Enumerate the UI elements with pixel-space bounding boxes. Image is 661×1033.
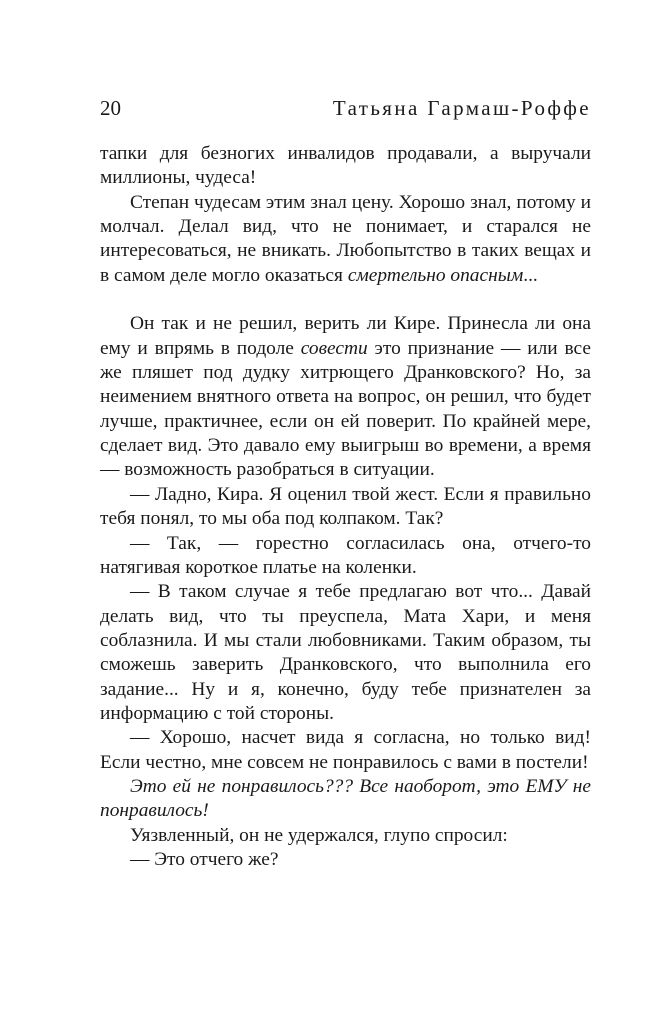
paragraph (100, 726, 591, 775)
text-segment: Степан чудесам этим знал цену. Хорошо знал, потому и молчал. Делал вид, что не понимает, и старался не интересоваться, не вникать. Любопытство в таких вещах и в самом деле могло оказаться (100, 191, 591, 286)
paragraph (100, 775, 591, 824)
italic-text: смертельно опасным (347, 264, 524, 286)
book-page (100, 96, 591, 872)
body-text (100, 142, 591, 872)
text-segment: Он так и не решил, верить ли Кире. Принесла ли она ему и впрямь в подоле (100, 313, 591, 359)
text-segment: — Ладно, Кира. Я оценил твой жест. Если я правильно тебя понял, то мы оба под колпаком. Так? (100, 483, 591, 530)
text-segment: тапки для безногих инвалидов продавали, а выручали миллионы, чудеса! (100, 143, 591, 189)
text-segment: ... (523, 264, 538, 286)
italic-text: совести (300, 337, 368, 359)
italic-text: Это ей не понравилось??? Все наоборот, это ЕМУ не понравилось! (100, 775, 591, 822)
paragraph (100, 191, 591, 288)
paragraph (100, 483, 591, 532)
paragraph (100, 312, 591, 482)
paragraph (100, 848, 591, 872)
text-segment: — Хорошо, насчет вида я согласна, но только вид! Если честно, мне совсем не понравилось с вами в постели! (100, 727, 591, 773)
paragraph (100, 142, 591, 191)
text-segment: — Это отчего же? (130, 848, 279, 870)
page-number: 20 (100, 96, 121, 120)
text-segment: — В таком случае я тебе предлагаю вот что... Давай делать вид, что ты преуспела, Мата Хари, и меня соблазнила. И мы стали любовниками. Таким образом, ты сможешь заверить Дранковского, что выполнила его задание... Ну и я, конечно, буду тебе признателен за информацию с той стороны. (100, 581, 591, 724)
paragraph (100, 580, 591, 726)
text-segment: это признание — или все же пляшет под дудку хитрющего Дранковского? Но, за неимением внятного ответа на вопрос, он решил, что будет лучше, практичнее, если он ей поверит. По крайней мере, сделает вид. Это давало ему выигрыш во времени, а время — возможность разобраться в ситуации. (100, 337, 591, 481)
running-header (100, 96, 591, 130)
text-segment: Уязвленный, он не удержался, глупо спросил: (130, 824, 508, 846)
paragraph (100, 532, 591, 581)
paragraph (100, 824, 591, 848)
text-segment: — Так, — горестно согласилась она, отчего-то натягивая короткое платье на коленки. (100, 532, 591, 578)
author-name: Татьяна Гармаш-Роффе (332, 96, 591, 120)
